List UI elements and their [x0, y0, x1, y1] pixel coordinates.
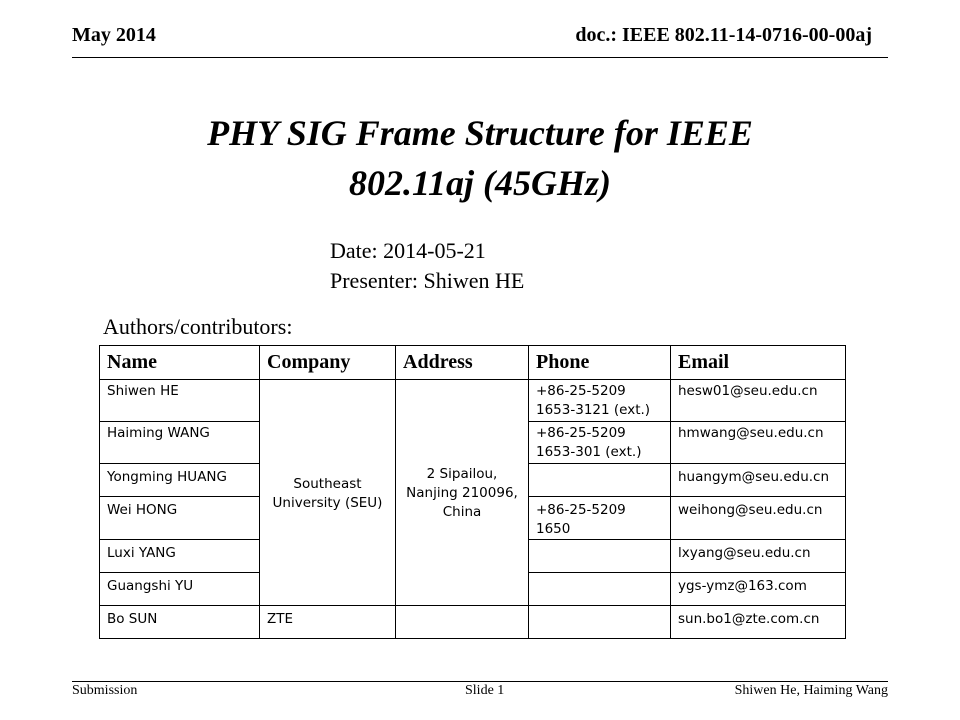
title-line-1: PHY SIG Frame Structure for IEEE [207, 113, 753, 153]
cell-address [396, 606, 529, 639]
meta-presenter: Presenter: Shiwen HE [330, 268, 525, 293]
phone-line-1: +86-25-5209 [536, 383, 626, 399]
cell-email: hesw01@seu.edu.cn [671, 380, 846, 422]
meta-block [330, 236, 524, 296]
cell-email: lxyang@seu.edu.cn [671, 540, 846, 573]
header-address: Address [396, 346, 529, 380]
cell-name: Shiwen HE [100, 380, 260, 422]
address-line-3: China [442, 504, 482, 520]
footer-divider [72, 681, 888, 682]
header-phone: Phone [529, 346, 671, 380]
cell-phone [529, 573, 671, 606]
cell-email: huangym@seu.edu.cn [671, 464, 846, 497]
cell-phone [529, 540, 671, 573]
slide-title [100, 108, 860, 208]
cell-phone [529, 464, 671, 497]
cell-phone [529, 380, 671, 422]
table-header-row [100, 346, 846, 380]
cell-company-seu [260, 380, 396, 606]
address-line-1: 2 Sipailou, [426, 466, 498, 482]
cell-phone: +86-25-5209 1650 [529, 497, 671, 540]
phone-line-2: 1653-3121 (ext.) [536, 402, 651, 418]
cell-name: Yongming HUANG [100, 464, 260, 497]
header-date: May 2014 [72, 24, 156, 46]
address-line-2: Nanjing 210096, [406, 485, 518, 501]
header-divider [72, 57, 888, 58]
table-row [100, 606, 846, 639]
phone-line-1: +86-25-5209 [536, 425, 626, 441]
footer-authors: Shiwen He, Haiming Wang [734, 683, 888, 698]
cell-email: weihong@seu.edu.cn [671, 497, 846, 540]
company-line-1: Southeast [293, 475, 362, 492]
authors-table [99, 345, 846, 639]
header-company: Company [260, 346, 396, 380]
header-email: Email [671, 346, 846, 380]
cell-name: Wei HONG [100, 497, 260, 540]
cell-email: ygs-ymz@163.com [671, 573, 846, 606]
header-doc-id: doc.: IEEE 802.11-14-0716-00-00aj [575, 24, 872, 46]
cell-name: Guangshi YU [100, 573, 260, 606]
header-name: Name [100, 346, 260, 380]
footer-submission: Submission [72, 683, 138, 698]
footer-slide-number: Slide 1 [465, 683, 505, 698]
cell-email: sun.bo1@zte.com.cn [671, 606, 846, 639]
cell-address-seu [396, 380, 529, 606]
cell-name: Bo SUN [100, 606, 260, 639]
authors-label: Authors/contributors: [103, 314, 293, 339]
cell-company: ZTE [260, 606, 396, 639]
company-line-2: University (SEU) [272, 494, 383, 511]
cell-email: hmwang@seu.edu.cn [671, 422, 846, 464]
cell-phone [529, 606, 671, 639]
meta-date: Date: 2014-05-21 [330, 238, 486, 263]
phone-line-2: 1653-301 (ext.) [536, 444, 642, 460]
cell-phone [529, 422, 671, 464]
title-line-2: 802.11aj (45GHz) [348, 163, 611, 203]
cell-name: Luxi YANG [100, 540, 260, 573]
cell-name: Haiming WANG [100, 422, 260, 464]
table-row [100, 380, 846, 422]
